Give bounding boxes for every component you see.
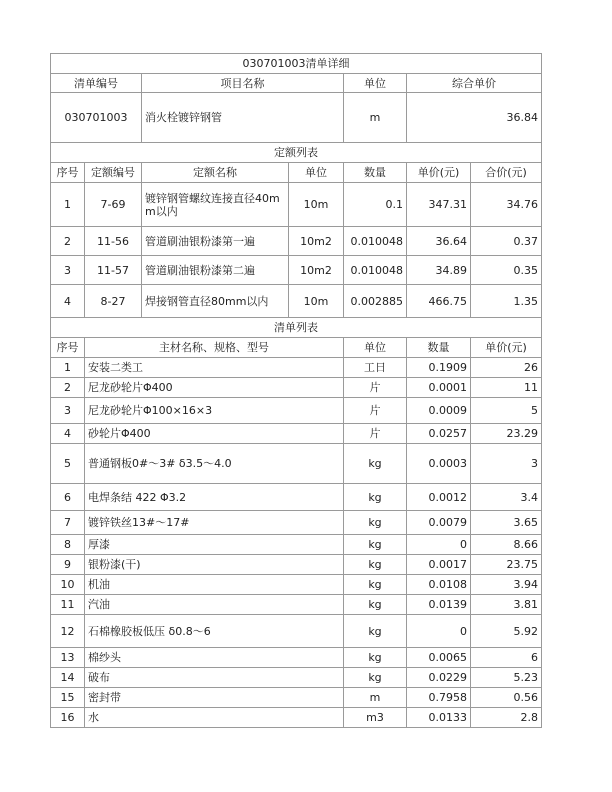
material-row — [51, 688, 542, 708]
material-qty: 0.0065 — [407, 648, 471, 668]
material-name: 棉纱头 — [85, 648, 344, 668]
material-qty: 0.0139 — [407, 595, 471, 615]
material-row — [51, 484, 542, 511]
material-unit: kg — [344, 555, 407, 575]
material-unit: kg — [344, 535, 407, 555]
quota-unit: 10m2 — [289, 256, 344, 285]
item-name: 消火栓镀锌钢管 — [142, 93, 344, 143]
quota-no: 1 — [51, 183, 85, 227]
material-qty: 0.7958 — [407, 688, 471, 708]
material-row — [51, 668, 542, 688]
materials-col-unit: 单位 — [344, 338, 407, 358]
quota-price: 466.75 — [407, 285, 471, 318]
material-no: 8 — [51, 535, 85, 555]
quota-code: 8-27 — [85, 285, 142, 318]
material-no: 12 — [51, 615, 85, 648]
material-price: 3.4 — [471, 484, 542, 511]
quota-code: 11-57 — [85, 256, 142, 285]
material-price: 26 — [471, 358, 542, 378]
material-no: 13 — [51, 648, 85, 668]
header-code: 清单编号 — [51, 74, 142, 93]
material-qty: 0.0133 — [407, 708, 471, 728]
materials-col-price: 单价(元) — [471, 338, 542, 358]
material-qty: 0 — [407, 615, 471, 648]
material-price: 2.8 — [471, 708, 542, 728]
material-name: 安装二类工 — [85, 358, 344, 378]
material-row — [51, 555, 542, 575]
material-qty: 0.0229 — [407, 668, 471, 688]
quota-row — [51, 285, 542, 318]
quota-code: 11-56 — [85, 227, 142, 256]
quota-unit: 10m — [289, 285, 344, 318]
item-unit: m — [344, 93, 407, 143]
material-price: 3.94 — [471, 575, 542, 595]
material-no: 6 — [51, 484, 85, 511]
material-price: 23.75 — [471, 555, 542, 575]
materials-col-no: 序号 — [51, 338, 85, 358]
material-qty: 0.0012 — [407, 484, 471, 511]
material-row — [51, 358, 542, 378]
material-price: 23.29 — [471, 424, 542, 444]
material-unit: 工日 — [344, 358, 407, 378]
material-qty: 0.0017 — [407, 555, 471, 575]
material-name: 砂轮片Φ400 — [85, 424, 344, 444]
quota-qty: 0.010048 — [344, 227, 407, 256]
material-no: 9 — [51, 555, 85, 575]
material-no: 14 — [51, 668, 85, 688]
quota-qty: 0.1 — [344, 183, 407, 227]
quota-col-code: 定额编号 — [85, 163, 142, 183]
material-qty: 0.0009 — [407, 398, 471, 424]
material-row — [51, 398, 542, 424]
material-qty: 0.1909 — [407, 358, 471, 378]
material-price: 3.65 — [471, 511, 542, 535]
material-price: 5.23 — [471, 668, 542, 688]
quota-code: 7-69 — [85, 183, 142, 227]
material-unit: 片 — [344, 378, 407, 398]
material-unit: kg — [344, 648, 407, 668]
quota-total: 0.35 — [471, 256, 542, 285]
material-row — [51, 424, 542, 444]
material-name: 镀锌铁丝13#～17# — [85, 511, 344, 535]
quota-name: 管道刷油银粉漆第一遍 — [142, 227, 289, 256]
material-price: 3 — [471, 444, 542, 484]
material-no: 3 — [51, 398, 85, 424]
material-row — [51, 511, 542, 535]
quota-no: 4 — [51, 285, 85, 318]
material-row — [51, 444, 542, 484]
material-qty: 0.0108 — [407, 575, 471, 595]
quota-section-title: 定额列表 — [51, 143, 542, 163]
material-price: 5 — [471, 398, 542, 424]
quota-col-no: 序号 — [51, 163, 85, 183]
materials-col-name: 主材名称、规格、型号 — [85, 338, 344, 358]
material-qty: 0.0003 — [407, 444, 471, 484]
material-no: 16 — [51, 708, 85, 728]
material-qty: 0.0001 — [407, 378, 471, 398]
material-unit: kg — [344, 595, 407, 615]
quota-no: 2 — [51, 227, 85, 256]
page-title: 030701003清单详细 — [51, 54, 542, 74]
quota-total: 1.35 — [471, 285, 542, 318]
materials-section-title: 清单列表 — [51, 318, 542, 338]
quota-row — [51, 183, 542, 227]
material-row — [51, 615, 542, 648]
material-no: 2 — [51, 378, 85, 398]
material-price: 3.81 — [471, 595, 542, 615]
quota-name: 焊接钢管直径80mm以内 — [142, 285, 289, 318]
material-qty: 0.0079 — [407, 511, 471, 535]
quota-qty: 0.010048 — [344, 256, 407, 285]
material-no: 4 — [51, 424, 85, 444]
material-price: 8.66 — [471, 535, 542, 555]
material-row — [51, 595, 542, 615]
material-no: 10 — [51, 575, 85, 595]
quota-col-qty: 数量 — [344, 163, 407, 183]
header-name: 项目名称 — [142, 74, 344, 93]
quota-no: 3 — [51, 256, 85, 285]
material-row — [51, 378, 542, 398]
material-name: 尼龙砂轮片Φ100×16×3 — [85, 398, 344, 424]
quota-unit: 10m2 — [289, 227, 344, 256]
quota-qty: 0.002885 — [344, 285, 407, 318]
item-price: 36.84 — [407, 93, 542, 143]
material-qty: 0.0257 — [407, 424, 471, 444]
material-price: 6 — [471, 648, 542, 668]
material-name: 机油 — [85, 575, 344, 595]
material-unit: m — [344, 688, 407, 708]
materials-col-qty: 数量 — [407, 338, 471, 358]
quota-row — [51, 227, 542, 256]
material-name: 水 — [85, 708, 344, 728]
material-no: 1 — [51, 358, 85, 378]
material-name: 电焊条结 422 Φ3.2 — [85, 484, 344, 511]
material-unit: 片 — [344, 398, 407, 424]
header-unit: 单位 — [344, 74, 407, 93]
material-name: 汽油 — [85, 595, 344, 615]
material-row — [51, 708, 542, 728]
material-unit: kg — [344, 444, 407, 484]
material-unit: m3 — [344, 708, 407, 728]
material-name: 普通钢板0#～3# δ3.5～4.0 — [85, 444, 344, 484]
quota-col-unit: 单位 — [289, 163, 344, 183]
material-qty: 0 — [407, 535, 471, 555]
quota-name: 管道刷油银粉漆第二遍 — [142, 256, 289, 285]
quota-price: 34.89 — [407, 256, 471, 285]
material-price: 0.56 — [471, 688, 542, 708]
header-price: 综合单价 — [407, 74, 542, 93]
quota-col-price: 单价(元) — [407, 163, 471, 183]
material-no: 5 — [51, 444, 85, 484]
item-code: 030701003 — [51, 93, 142, 143]
bill-detail-table — [50, 53, 542, 728]
material-row — [51, 648, 542, 668]
quota-total: 0.37 — [471, 227, 542, 256]
material-name: 银粉漆(干) — [85, 555, 344, 575]
material-unit: 片 — [344, 424, 407, 444]
material-name: 尼龙砂轮片Φ400 — [85, 378, 344, 398]
material-unit: kg — [344, 511, 407, 535]
material-unit: kg — [344, 668, 407, 688]
material-name: 密封带 — [85, 688, 344, 708]
material-no: 15 — [51, 688, 85, 708]
quota-col-total: 合价(元) — [471, 163, 542, 183]
material-row — [51, 575, 542, 595]
material-price: 11 — [471, 378, 542, 398]
quota-price: 347.31 — [407, 183, 471, 227]
material-unit: kg — [344, 484, 407, 511]
material-price: 5.92 — [471, 615, 542, 648]
quota-row — [51, 256, 542, 285]
material-unit: kg — [344, 615, 407, 648]
material-row — [51, 535, 542, 555]
quota-price: 36.64 — [407, 227, 471, 256]
material-no: 11 — [51, 595, 85, 615]
material-name: 破布 — [85, 668, 344, 688]
quota-total: 34.76 — [471, 183, 542, 227]
quota-unit: 10m — [289, 183, 344, 227]
quota-col-name: 定额名称 — [142, 163, 289, 183]
material-name: 厚漆 — [85, 535, 344, 555]
material-unit: kg — [344, 575, 407, 595]
material-no: 7 — [51, 511, 85, 535]
material-name: 石棉橡胶板低压 δ0.8～6 — [85, 615, 344, 648]
quota-name: 镀锌钢管螺纹连接直径40mm以内 — [142, 183, 289, 227]
